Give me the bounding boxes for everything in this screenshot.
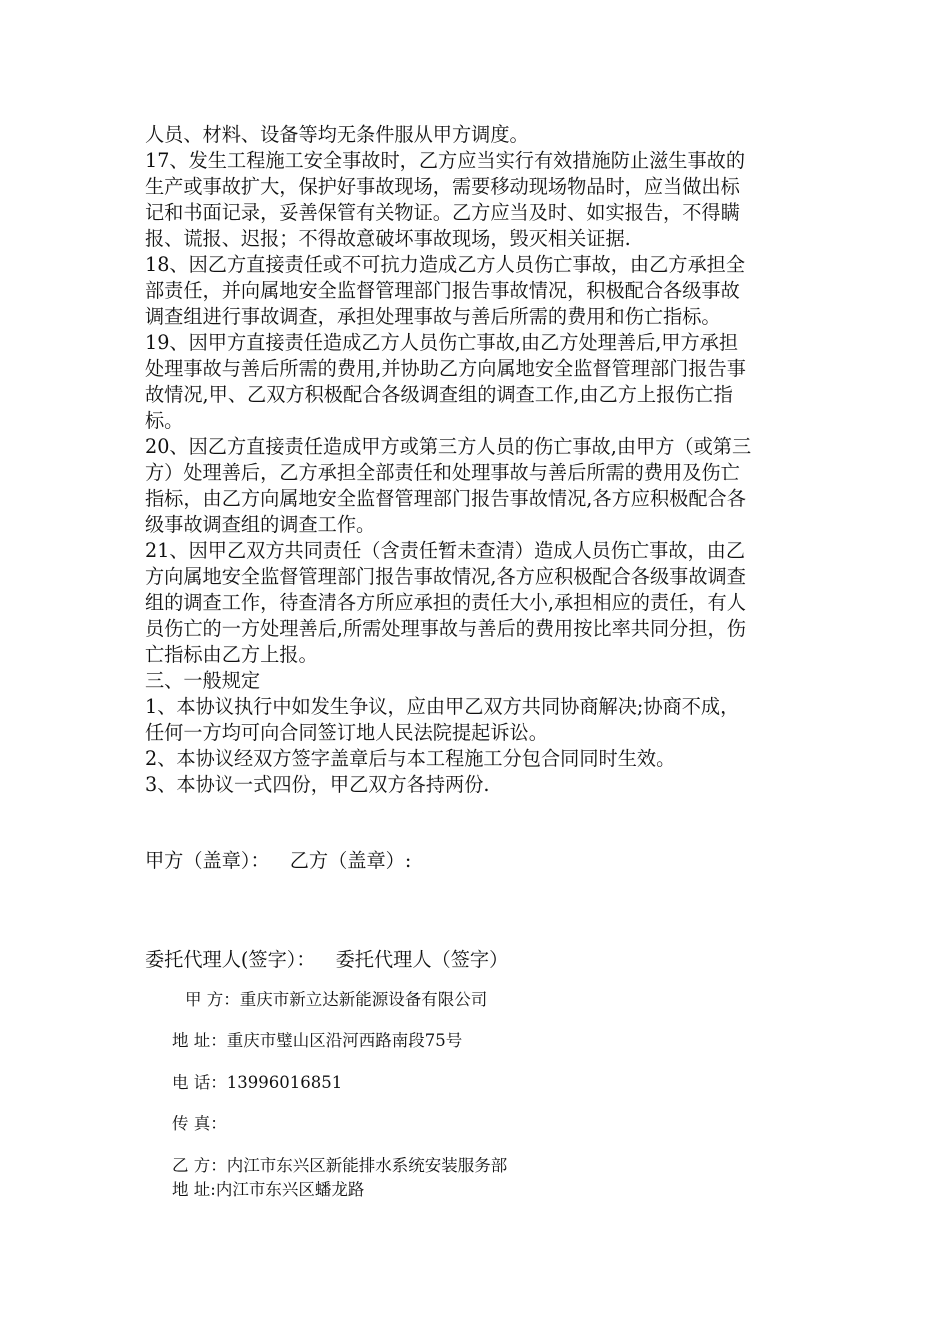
party-a-label: 甲 方： — [185, 990, 240, 1009]
party-a-address — [172, 1030, 462, 1052]
text-line: 记和书面记录，妥善保管有关物证。乙方应当及时、如实报告，不得瞒 — [145, 201, 740, 224]
text-line: 18、因乙方直接责任或不可抗力造成乙方人员伤亡事故，由乙方承担全 — [145, 253, 746, 276]
text-line: 人员、材料、设备等均无条件服从甲方调度。 — [145, 123, 529, 146]
text-line: 方向属地安全监督管理部门报告事故情况,各方应积极配合各级事故调查 — [145, 565, 746, 588]
text-line: 方）处理善后，乙方承担全部责任和处理事故与善后所需的费用及伤亡 — [145, 461, 740, 484]
text-line: 21、因甲乙双方共同责任（含责任暂未查清）造成人员伤亡事故，由乙 — [145, 539, 746, 562]
party-a-info — [185, 989, 487, 1011]
text-line: 报、谎报、迟报；不得故意破坏事故现场，毁灭相关证据. — [145, 227, 631, 250]
text-line: 级事故调查组的调查工作。 — [145, 513, 376, 536]
fax-label: 传 真： — [172, 1114, 227, 1133]
party-a-fax — [172, 1113, 227, 1135]
text-line: 调查组进行事故调查，承担处理事故与善后所需的费用和伤亡指标。 — [145, 305, 721, 328]
text-line: 标。 — [145, 409, 184, 432]
address-value: 内江市东兴区蟠龙路 — [215, 1180, 365, 1199]
text-line: 3、本协议一式四份，甲乙双方各持两份. — [145, 773, 490, 796]
address-value: 重庆市璧山区沿河西路南段75号 — [226, 1031, 463, 1050]
party-b-info — [172, 1155, 507, 1177]
text-line: 19、因甲方直接责任造成乙方人员伤亡事故,由乙方处理善后,甲方承担 — [145, 331, 739, 354]
party-b-name: 内江市东兴区新能排水系统安装服务部 — [226, 1156, 508, 1175]
text-line: 部责任，并向属地安全监督管理部门报告事故情况，积极配合各级事故 — [145, 279, 740, 302]
agent-signature-line — [145, 947, 508, 973]
phone-label: 电 话： — [172, 1073, 227, 1092]
party-a-name: 重庆市新立达新能源设备有限公司 — [239, 990, 488, 1009]
text-line: 故情况,甲、乙双方积极配合各级调查组的调查工作,由乙方上报伤亡指 — [145, 383, 733, 406]
party-b-address — [172, 1179, 364, 1201]
text-line: 任何一方均可向合同签订地人民法院提起诉讼。 — [145, 721, 548, 744]
section-heading: 三、一般规定 — [145, 669, 261, 692]
text-line: 1、本协议执行中如发生争议，应由甲乙双方共同协商解决;协商不成， — [145, 695, 740, 718]
text-line: 17、发生工程施工安全事故时，乙方应当实行有效措施防止滋生事故的 — [145, 149, 746, 172]
text-line: 处理事故与善后所需的费用,并协助乙方向属地安全监督管理部门报告事 — [145, 357, 746, 380]
party-a-agent-label: 委托代理人(签字）： — [145, 948, 316, 971]
party-b-agent-label: 委托代理人（签字） — [335, 948, 509, 971]
party-a-phone — [172, 1072, 342, 1094]
address-label: 地 址: — [172, 1180, 216, 1199]
phone-value: 13996016851 — [226, 1073, 343, 1092]
text-line: 亡指标由乙方上报。 — [145, 643, 318, 666]
text-line: 指标，由乙方向属地安全监督管理部门报告事故情况,各方应积极配合各 — [145, 487, 746, 510]
party-b-label: 乙 方： — [172, 1156, 227, 1175]
text-line: 生产或事故扩大，保护好事故现场，需要移动现场物品时，应当做出标 — [145, 175, 740, 198]
address-label: 地 址： — [172, 1031, 227, 1050]
agreement-body — [145, 122, 845, 798]
party-a-seal-label: 甲方（盖章）： — [145, 849, 270, 872]
text-line: 员伤亡的一方处理善后,所需处理事故与善后的费用按比率共同分担，伤 — [145, 617, 746, 640]
text-line: 2、本协议经双方签字盖章后与本工程施工分包合同同时生效。 — [145, 747, 676, 770]
party-b-seal-label: 乙方（盖章）: — [289, 849, 412, 872]
text-line: 组的调查工作，待查清各方所应承担的责任大小,承担相应的责任，有人 — [145, 591, 746, 614]
seal-line — [145, 848, 411, 874]
text-line: 20、因乙方直接责任造成甲方或第三方人员的伤亡事故,由甲方（或第三 — [145, 435, 752, 458]
